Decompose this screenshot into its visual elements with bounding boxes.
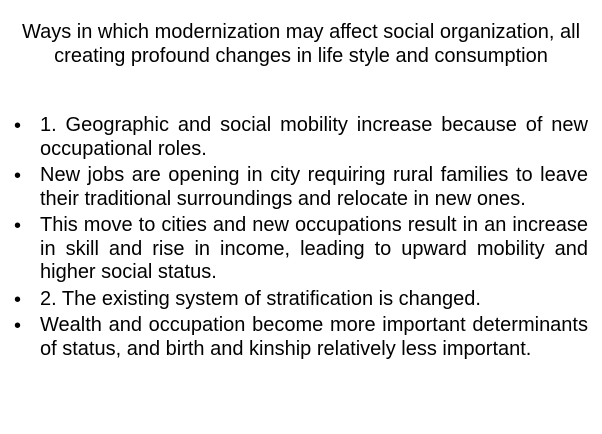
bullet-text: This move to cities and new occupations result in an increase in skill and rise in income, leading to upward mobility and higher social status. <box>40 214 588 283</box>
bullet-icon: • <box>14 165 22 187</box>
bullet-item-5 <box>0 314 602 361</box>
bullet-item-3 <box>0 214 602 285</box>
bullet-text: New jobs are opening in city requiring rural families to leave their traditional surroundings and relocate in new ones. <box>40 164 588 210</box>
bullet-item-4 <box>0 288 602 312</box>
bullet-text: 1. Geographic and social mobility increase because of new occupational roles. <box>40 114 588 160</box>
bullet-icon: • <box>14 315 22 337</box>
bullet-list <box>0 114 602 364</box>
bullet-icon: • <box>14 115 22 137</box>
bullet-text: Wealth and occupation become more important determinants of status, and birth and kinship relatively less important. <box>40 314 588 360</box>
bullet-item-1 <box>0 114 602 161</box>
bullet-item-2 <box>0 164 602 211</box>
bullet-text: 2. The existing system of stratification is changed. <box>40 287 481 310</box>
bullet-icon: • <box>14 215 22 237</box>
bullet-icon: • <box>14 288 22 311</box>
slide-title: Ways in which modernization may affect social organization, all creating profound changes in life style and consumption <box>21 21 581 67</box>
